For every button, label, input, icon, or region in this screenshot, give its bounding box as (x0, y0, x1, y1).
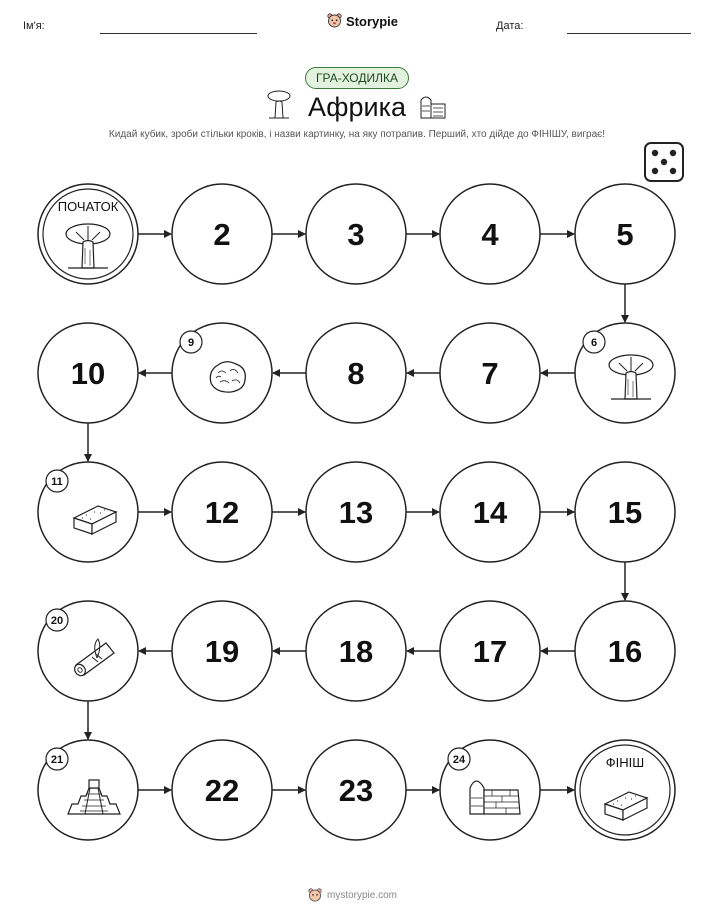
space-number: 15 (607, 495, 643, 530)
board-space[interactable] (306, 323, 406, 423)
space-number: 8 (347, 356, 365, 391)
board-space[interactable] (440, 323, 540, 423)
board-space[interactable] (306, 184, 406, 284)
instructions: Кидай кубик, зроби стільки кроків, і назви картинку, на яку потрапив. Перший, хто дійде до ФІНІШУ, виграє! (108, 129, 606, 140)
name-label: Ім'я: (23, 20, 45, 32)
space-number: 19 (204, 634, 240, 669)
board-space[interactable] (38, 323, 138, 423)
space-number: 24 (452, 754, 466, 766)
board-space[interactable] (172, 601, 272, 701)
space-number: 6 (590, 337, 598, 349)
start-space[interactable] (38, 184, 138, 284)
board-space[interactable] (306, 601, 406, 701)
game-type-badge: ГРА-ХОДИЛКА (305, 67, 409, 89)
space-number: 2 (213, 217, 231, 252)
page-title: Африка (307, 92, 407, 122)
board-space[interactable] (38, 601, 138, 701)
board-space[interactable] (306, 462, 406, 562)
brand-name: Storypie (346, 13, 399, 29)
space-number: 3 (347, 217, 365, 252)
footer-site: mystorypie.com (327, 890, 398, 901)
board-space[interactable] (440, 184, 540, 284)
space-number: 4 (481, 217, 499, 252)
space-number: 12 (204, 495, 240, 530)
date-label: Дата: (496, 20, 524, 32)
board-space[interactable] (172, 740, 272, 840)
space-number: 9 (187, 337, 195, 349)
board-space[interactable] (575, 462, 675, 562)
finish-space[interactable] (575, 740, 675, 840)
space-number: 20 (50, 615, 64, 627)
dice-five-icon (645, 143, 683, 181)
board-space[interactable] (172, 462, 272, 562)
rock-icon (210, 362, 245, 392)
space-number: 10 (70, 356, 106, 391)
footer (308, 888, 397, 903)
space-number: 14 (472, 495, 508, 530)
start-label: ПОЧАТОК (57, 199, 119, 214)
board-space[interactable] (575, 184, 675, 284)
space-number: 7 (481, 356, 499, 391)
board-space[interactable] (575, 601, 675, 701)
space-number: 22 (204, 773, 240, 808)
board-space[interactable] (440, 740, 540, 840)
space-number: 17 (472, 634, 508, 669)
space-number: 23 (338, 773, 374, 808)
board-space[interactable] (38, 740, 138, 840)
board-space[interactable] (38, 462, 138, 562)
space-number: 21 (50, 754, 64, 766)
board-space[interactable] (440, 601, 540, 701)
storypie-mascot-icon (308, 888, 322, 903)
space-number: 18 (338, 634, 374, 669)
board-space[interactable] (172, 184, 272, 284)
board-space[interactable] (306, 740, 406, 840)
space-number: 5 (616, 217, 634, 252)
board-space[interactable] (575, 323, 675, 423)
space-number: 11 (51, 476, 63, 488)
board-space[interactable] (172, 323, 272, 423)
space-number: 16 (607, 634, 643, 669)
space-number: 13 (338, 495, 374, 530)
finish-label: ФІНІШ (605, 755, 645, 770)
board-space[interactable] (440, 462, 540, 562)
